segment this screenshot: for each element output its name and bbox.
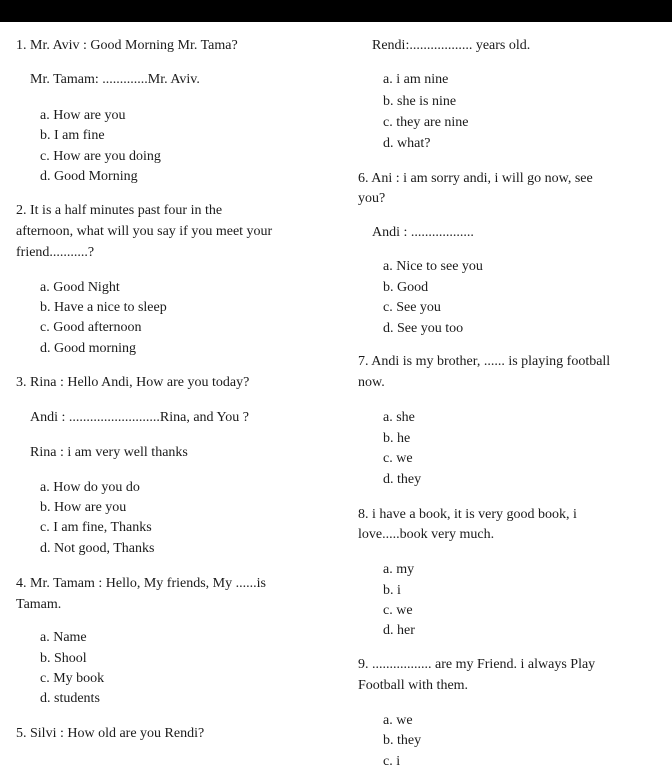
right-column-line: c. i	[383, 754, 401, 769]
left-column-line: 1. Mr. Aviv : Good Morning Mr. Tama?	[16, 38, 238, 53]
left-column-line: Tamam.	[16, 597, 62, 612]
left-column-line: Andi : ..........................Rina, and You ?	[30, 410, 249, 425]
right-column-line: love.....book very much.	[358, 527, 495, 542]
right-column-line: Football with them.	[358, 678, 469, 693]
right-column-line: Rendi:.................. years old.	[372, 38, 531, 53]
left-column-line: afternoon, what will you say if you meet your	[16, 224, 273, 239]
right-column-line: a. i am nine	[383, 72, 449, 87]
right-column-line: d. See you too	[383, 321, 464, 336]
left-column-line: a. Name	[40, 630, 87, 645]
right-column-line: a. she	[383, 410, 415, 425]
right-column-line: 7. Andi is my brother, ...... is playing football	[358, 354, 611, 369]
left-column-line: d. Not good, Thanks	[40, 541, 155, 556]
right-column-line: you?	[358, 191, 386, 206]
right-column-line: 6. Ani : i am sorry andi, i will go now, see	[358, 171, 593, 186]
left-column-line: c. Good afternoon	[40, 320, 142, 335]
left-column-line: c. My book	[40, 671, 105, 686]
right-column-line: a. my	[383, 562, 415, 577]
left-column-line: b. I am fine	[40, 128, 105, 143]
left-column-line: b. Shool	[40, 651, 87, 666]
left-column-line: friend...........?	[16, 245, 95, 260]
top-black-bar	[0, 0, 672, 22]
right-column-line: d. they	[383, 472, 422, 487]
right-column-line: c. they are nine	[383, 115, 469, 130]
left-column-line: a. Good Night	[40, 280, 120, 295]
right-column-line: d. her	[383, 623, 415, 638]
left-column-line: Rina : i am very well thanks	[30, 445, 188, 460]
right-column-line: b. they	[383, 733, 422, 748]
right-column-line: a. we	[383, 713, 413, 728]
right-column-line: b. she is nine	[383, 94, 457, 109]
right-column-line: b. i	[383, 583, 401, 598]
right-column-line: c. See you	[383, 300, 441, 315]
left-column-line: a. How are you	[40, 108, 126, 123]
left-column-line: 5. Silvi : How old are you Rendi?	[16, 726, 205, 741]
right-column-line: c. we	[383, 603, 413, 618]
right-column-line: 8. i have a book, it is very good book, i	[358, 507, 577, 522]
right-column-line: b. he	[383, 431, 411, 446]
left-column-line: 3. Rina : Hello Andi, How are you today?	[16, 375, 250, 390]
right-column-line: d. what?	[383, 136, 431, 151]
right-column-line: a. Nice to see you	[383, 259, 483, 274]
left-column-line: 2. It is a half minutes past four in the	[16, 203, 223, 218]
left-column-line: c. I am fine, Thanks	[40, 520, 152, 535]
right-column-line: c. we	[383, 451, 413, 466]
left-column-line: 4. Mr. Tamam : Hello, My friends, My ......is	[16, 576, 266, 591]
left-column-line: b. How are you	[40, 500, 127, 515]
right-column-line: now.	[358, 375, 385, 390]
left-column-line: d. Good morning	[40, 341, 137, 356]
left-column-line: Mr. Tamam: .............Mr. Aviv.	[30, 72, 200, 87]
right-column-line: Andi : ..................	[372, 225, 474, 240]
left-column-line: d. students	[40, 691, 100, 706]
left-column-line: c. How are you doing	[40, 149, 161, 164]
right-column-line: b. Good	[383, 280, 429, 295]
left-column-line: b. Have a nice to sleep	[40, 300, 167, 315]
right-column-line: 9. ................. are my Friend. i always Play	[358, 657, 596, 672]
left-column-line: a. How do you do	[40, 480, 140, 495]
left-column-line: d. Good Morning	[40, 169, 138, 184]
